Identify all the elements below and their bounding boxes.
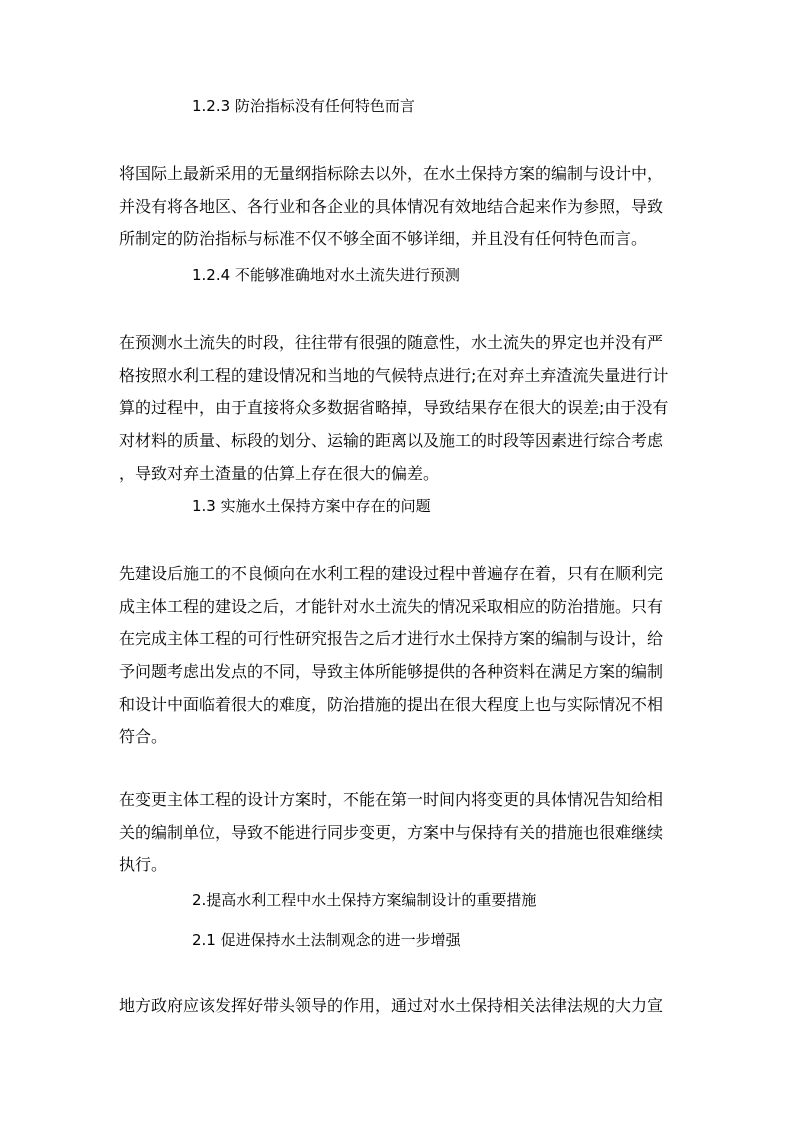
section-heading-2: 2.提高水利工程中水土保持方案编制设计的重要措施 [192, 891, 537, 909]
text-line: 并没有将各地区、各行业和各企业的具体情况有效地结合起来作为参照，导致 [119, 196, 664, 216]
text-line: 执行。 [119, 855, 168, 875]
paragraph [119, 996, 679, 1029]
text-line: 和设计中面临着很大的难度，防治措施的提出在很大程度上也与实际情况不相 [119, 694, 664, 714]
text-line: 成主体工程的建设之后，才能针对水土流失的情况采取相应的防治措施。只有 [119, 596, 664, 616]
paragraph [119, 564, 679, 760]
text-line: 在变更主体工程的设计方案时，不能在第一时间内将变更的具体情况告知给相 [119, 790, 664, 809]
section-heading-2-1: 2.1 促进保持水土法制观念的进一步增强 [192, 931, 461, 949]
text-line: 在完成主体工程的可行性研究报告之后才进行水土保持方案的编制与设计，给 [119, 629, 664, 649]
text-line: 关的编制单位，导致不能进行同步变更，方案中与保持有关的措施也很难继续 [119, 822, 664, 842]
text-line: 对材料的质量、标段的划分、运输的距离以及施工的时段等因素进行综合考虑 [119, 431, 664, 451]
paragraph [119, 790, 679, 888]
text-line: 所制定的防治指标与标准不仅不够全面不够详细，并且没有任何特色而言。 [119, 229, 648, 249]
text-line: 在预测水土流失的时段，往往带有很强的随意性，水土流失的界定也并没有严 [119, 333, 664, 352]
text-line: 地方政府应该发挥好带头领导的作用，通过对水土保持相关法律法规的大力宣 [119, 996, 664, 1015]
section-heading-1-2-4: 1.2.4 不能够准确地对水土流失进行预测 [192, 266, 460, 284]
section-heading-1-2-3: 1.2.3 防治指标没有任何特色而言 [192, 97, 415, 115]
text-line: 算的过程中，由于直接将众多数据省略掉，导致结果存在很大的误差;由于没有 [119, 398, 669, 418]
text-line: 予问题考虑出发点的不同，导致主体所能够提供的各种资料在满足方案的编制 [119, 662, 664, 682]
paragraph [119, 333, 679, 496]
text-line: 将国际上最新采用的无量纲指标除去以外，在水土保持方案的编制与设计中， [119, 164, 664, 183]
text-line: 符合。 [119, 727, 168, 747]
paragraph [119, 164, 679, 262]
section-heading-1-3: 1.3 实施水土保持方案中存在的问题 [192, 497, 431, 515]
text-line: 格按照水利工程的建设情况和当地的气候特点进行;在对弃土弃渣流失量进行计 [119, 365, 669, 385]
text-line: ，导致对弃土渣量的估算上存在很大的偏差。 [119, 463, 440, 483]
text-line: 先建设后施工的不良倾向在水利工程的建设过程中普遍存在着，只有在顺利完 [119, 564, 664, 583]
